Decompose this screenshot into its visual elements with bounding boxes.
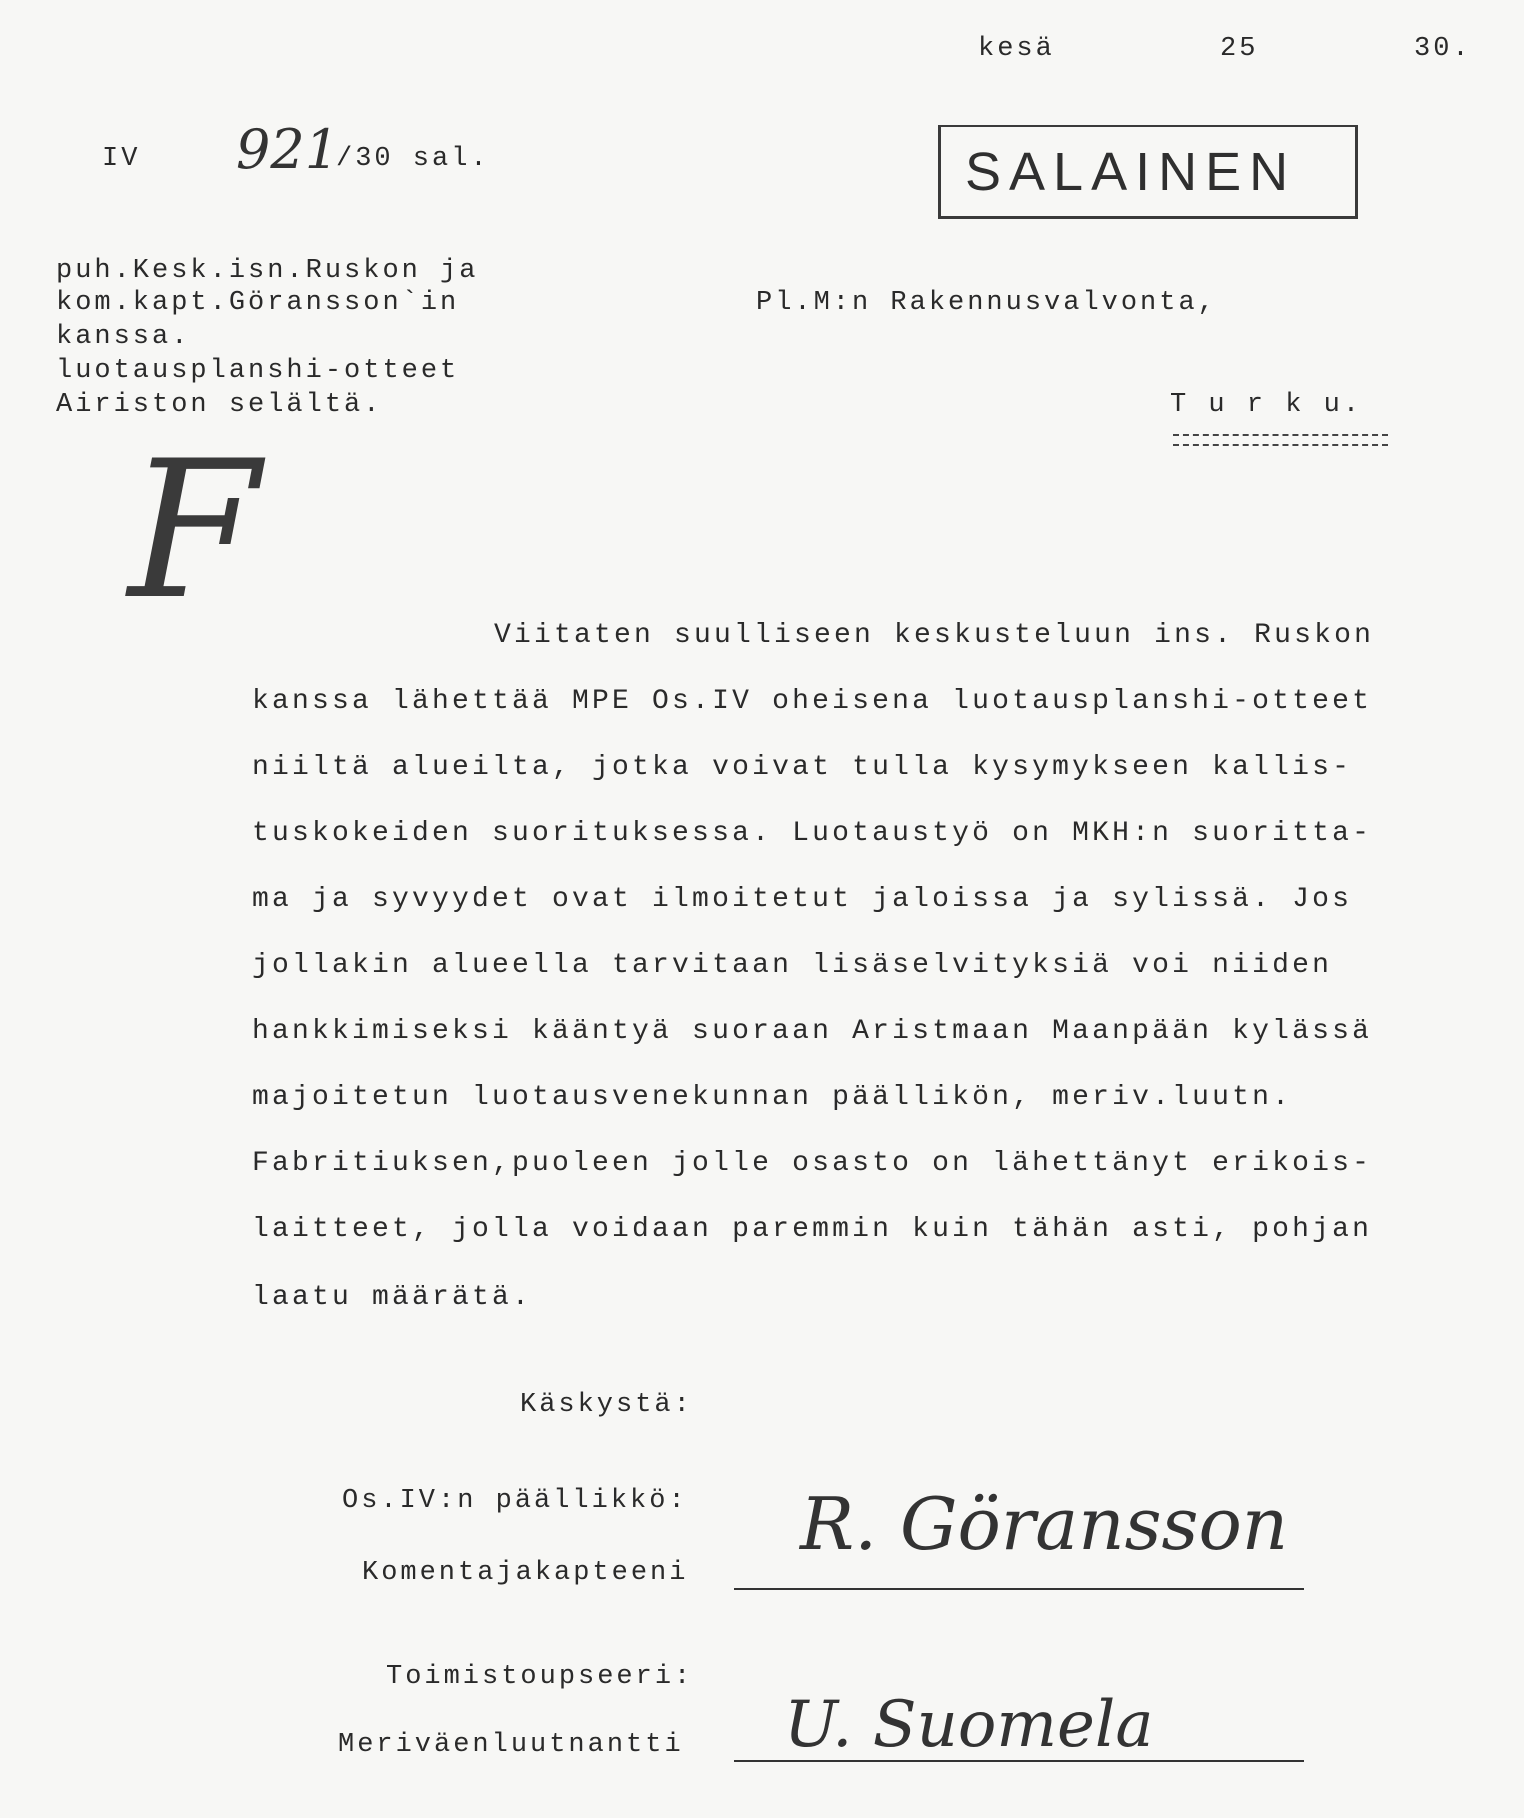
recipient-name: Pl.M:n Rakennusvalvonta, — [756, 288, 1217, 318]
note-line: luotausplanshi-otteet — [56, 356, 460, 386]
body-line: ma ja syvyydet ovat ilmoitetut jaloissa ja sylissä. Jos — [252, 884, 1353, 915]
date-month: kesä — [978, 34, 1055, 64]
body-line: hankkimiseksi kääntyä suoraan Aristmaan Maanpään kylässä — [252, 1016, 1373, 1047]
note-line: kanssa. — [56, 322, 191, 352]
signature-title: Toimistoupseeri: — [386, 1662, 694, 1692]
signature-rank: Meriväenluutnantti — [338, 1730, 684, 1760]
city-double-underline — [1173, 434, 1388, 446]
body-line: majoitetun luotausvenekunnan päällikön, meriv.luutn. — [252, 1082, 1293, 1113]
date-year: 30. — [1414, 34, 1472, 64]
body-line: Viitaten suulliseen keskusteluun ins. Ruskon — [494, 620, 1375, 651]
secret-stamp — [938, 125, 1358, 219]
note-line: Airiston selältä. — [56, 390, 383, 420]
signature-title: Os.IV:n päällikkö: — [342, 1486, 688, 1516]
body-line: niiltä alueilta, jotka voivat tulla kysymykseen kallis- — [252, 752, 1353, 783]
signature-rank: Komentajakapteeni — [362, 1558, 689, 1588]
reference-prefix: IV — [102, 144, 141, 174]
note-line: puh.Kesk.isn.Ruskon ja — [56, 256, 479, 286]
body-line: kanssa lähettää MPE Os.IV oheisena luotausplanshi-otteet — [252, 686, 1373, 717]
note-line: kom.kapt.Göransson`in — [56, 288, 460, 318]
body-line: Fabritiuksen,puoleen jolle osasto on lähettänyt erikois- — [252, 1148, 1373, 1179]
reference-number-handwritten: 921 — [236, 118, 340, 181]
closing: Käskystä: — [520, 1390, 693, 1420]
handwritten-signature: R. Göransson — [800, 1482, 1289, 1566]
recipient-city: T u r k u. — [1170, 390, 1363, 420]
handwritten-initial: F — [128, 420, 260, 641]
body-line: jollakin alueella tarvitaan lisäselvityksiä voi niiden — [252, 950, 1333, 981]
body-line: laatu määrätä. — [252, 1282, 533, 1313]
body-line: tuskokeiden suorituksessa. Luotaustyö on MKH:n suoritta- — [252, 818, 1373, 849]
reference-suffix: /30 sal. — [336, 144, 490, 174]
handwritten-signature: U. Suomela — [784, 1688, 1154, 1762]
secret-stamp-text: SALAINEN — [965, 142, 1297, 202]
date-day: 25 — [1220, 34, 1259, 64]
signature-line — [734, 1588, 1304, 1590]
body-line: laitteet, jolla voidaan paremmin kuin tähän asti, pohjan — [252, 1214, 1373, 1245]
